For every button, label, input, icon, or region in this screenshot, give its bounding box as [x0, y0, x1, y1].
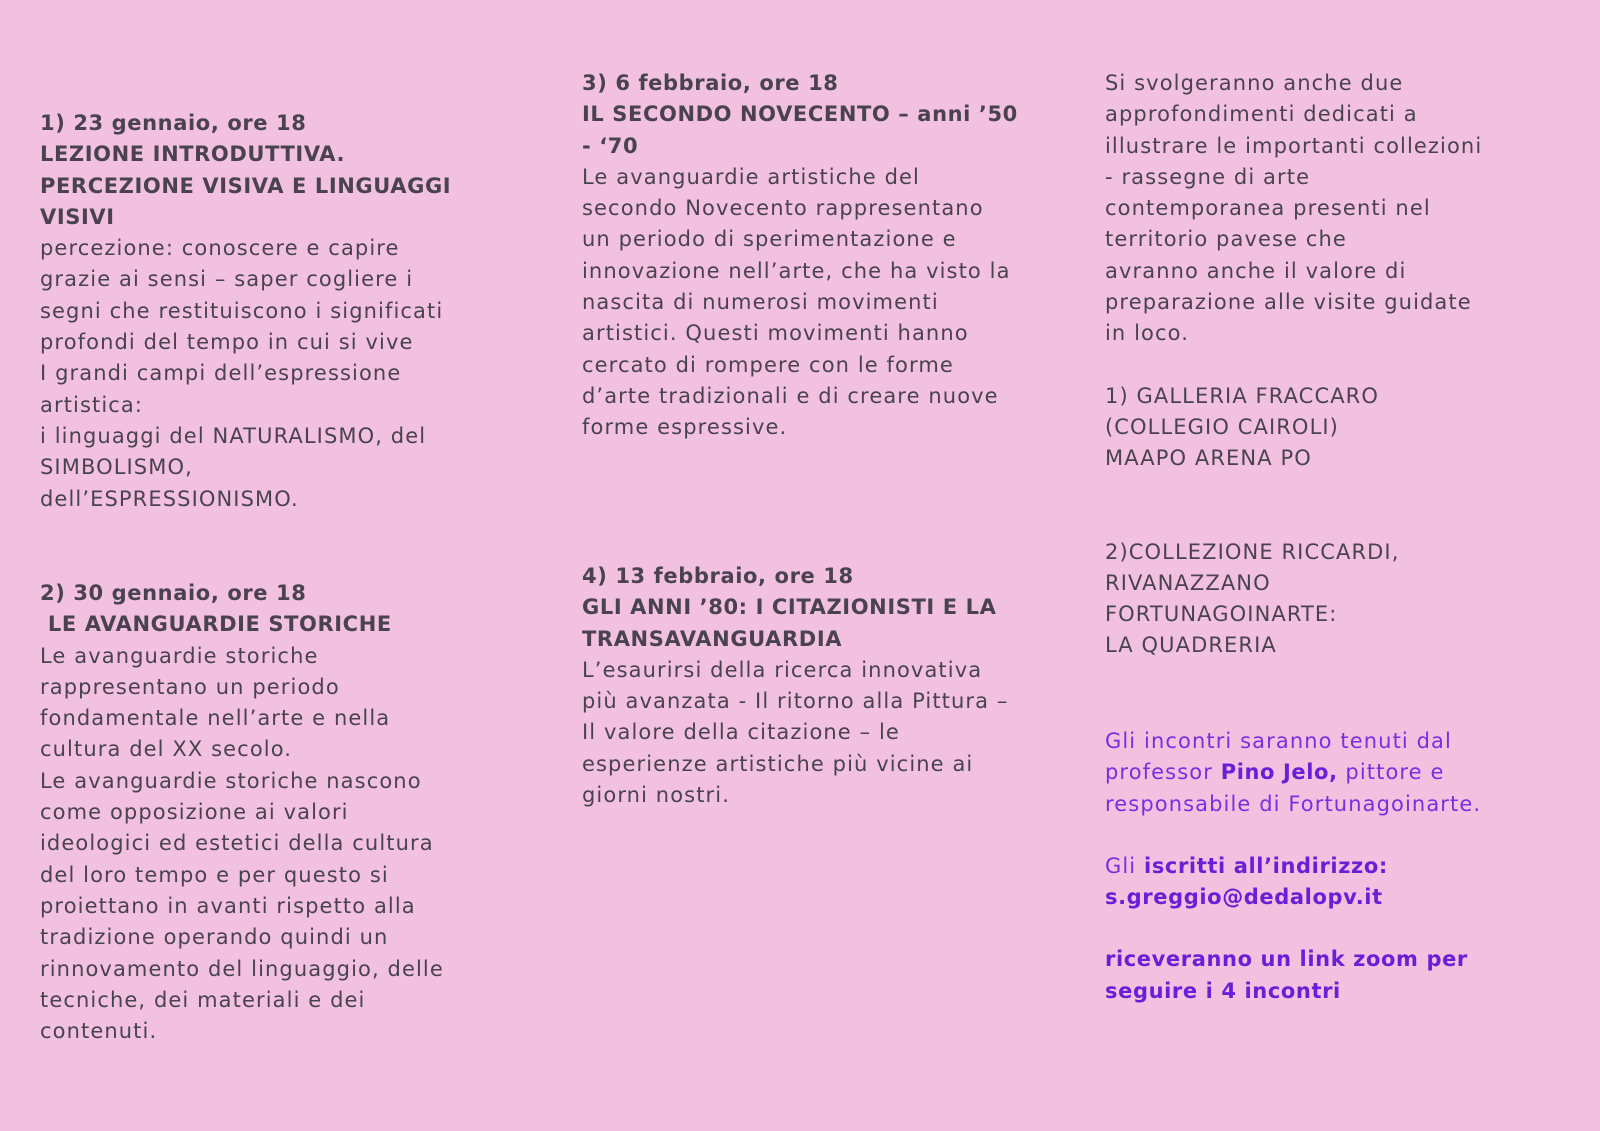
section-4-text: più avanzata - Il ritorno alla Pittura –: [582, 689, 1009, 714]
section-3-title: - ‘70: [582, 133, 639, 158]
section-3-text: cercato di rompere con le forme: [582, 352, 954, 377]
section-1-text: grazie ai sensi – saper cogliere i: [40, 267, 414, 292]
section-3-text: forme espressive.: [582, 415, 788, 440]
section-3-text: innovazione nell’arte, che ha visto la: [582, 258, 1011, 283]
section-3-text: artistici. Questi movimenti hanno: [582, 321, 969, 346]
section-4-text: Il valore della citazione – le: [582, 720, 900, 745]
section-1: [40, 108, 451, 515]
section-2-text: Le avanguardie storiche: [40, 643, 319, 668]
section-4-text: esperienze artistiche più vicine ai: [582, 751, 974, 776]
teacher-line: Gli incontri saranno tenuti dal: [1105, 729, 1452, 753]
intro-text: avranno anche il valore di: [1105, 258, 1407, 283]
gallery-1: 1) GALLERIA FRACCARO: [1105, 383, 1379, 408]
section-2-text: proiettano in avanti rispetto alla: [40, 893, 416, 918]
section-4-date: 4) 13 febbraio, ore 18: [582, 564, 854, 588]
section-1-date: 1) 23 gennaio, ore 18: [40, 111, 307, 135]
section-1-title: VISIVI: [40, 204, 115, 229]
section-3-text: nascita di numerosi movimenti: [582, 290, 939, 315]
section-3-text: un periodo di sperimentazione e: [582, 227, 957, 252]
section-2-text: contenuti.: [40, 1019, 158, 1044]
section-3-text: Le avanguardie artistiche del: [582, 164, 920, 189]
teacher-line: responsabile di Fortunagoinarte.: [1105, 791, 1482, 816]
intro-text: - rassegne di arte: [1105, 164, 1311, 189]
right-column: [1105, 68, 1482, 662]
signup-prefix: Gli: [1105, 853, 1145, 878]
section-4-text: giorni nostri.: [582, 783, 730, 808]
section-3-text: secondo Novecento rappresentano: [582, 196, 984, 221]
gallery-1: MAAPO ARENA PO: [1105, 446, 1312, 471]
contact-info: [1105, 726, 1481, 1007]
section-1-text: profondi del tempo in cui si vive: [40, 330, 414, 355]
teacher-role: pittore e: [1337, 760, 1445, 785]
teacher-line: [1105, 757, 1481, 788]
signup-line: [1105, 851, 1481, 882]
section-3: [582, 68, 1018, 444]
section-2-text: del loro tempo e per questo si: [40, 862, 389, 887]
intro-text: territorio pavese che: [1105, 227, 1347, 252]
section-2-text: fondamentale nell’arte e nella: [40, 706, 391, 731]
intro-text: in loco.: [1105, 321, 1190, 346]
gallery-1: (COLLEGIO CAIROLI): [1105, 414, 1339, 439]
section-1-text: i linguaggi del NATURALISMO, del: [40, 423, 427, 448]
email-link[interactable]: s.greggio@dedalopv.it: [1105, 885, 1383, 910]
intro-text: illustrare le importanti collezioni: [1105, 133, 1483, 158]
section-4-text: L’esaurirsi della ricerca innovativa: [582, 657, 983, 682]
section-1-title: PERCEZIONE VISIVA E LINGUAGGI: [40, 173, 452, 198]
section-2-text: tecniche, dei materiali e dei: [40, 987, 366, 1012]
gallery-2: LA QUADRERIA: [1105, 633, 1277, 658]
signup-label: iscritti all’indirizzo:: [1144, 853, 1388, 878]
section-2-text: Le avanguardie storiche nascono: [40, 768, 422, 793]
gallery-2: RIVANAZZANO: [1105, 570, 1271, 595]
section-4: [582, 561, 1008, 811]
section-1-text: dell’ESPRESSIONISMO.: [40, 486, 299, 511]
zoom-note: seguire i 4 incontri: [1105, 978, 1341, 1003]
section-2-title: LE AVANGUARDIE STORICHE: [40, 612, 392, 637]
section-2-text: tradizione operando quindi un: [40, 925, 389, 950]
section-2-text: rappresentano un periodo: [40, 674, 340, 699]
section-1-title: LEZIONE INTRODUTTIVA.: [40, 142, 346, 167]
gallery-2: FORTUNAGOINARTE:: [1105, 602, 1338, 627]
section-2-date: 2) 30 gennaio, ore 18: [40, 581, 307, 605]
section-1-text: SIMBOLISMO,: [40, 455, 193, 480]
intro-text: Si svolgeranno anche due: [1105, 71, 1404, 95]
section-2-text: cultura del XX secolo.: [40, 737, 293, 762]
teacher-name: Pino Jelo,: [1220, 760, 1338, 785]
section-3-title: IL SECONDO NOVECENTO – anni ’50: [582, 102, 1018, 127]
intro-text: preparazione alle visite guidate: [1105, 290, 1472, 315]
section-4-title: TRANSAVANGUARDIA: [582, 626, 843, 651]
section-2: [40, 578, 444, 1047]
section-2-text: come opposizione ai valori: [40, 800, 349, 825]
section-1-text: artistica:: [40, 392, 144, 417]
teacher-prefix: professor: [1105, 760, 1221, 785]
intro-text: approfondimenti dedicati a: [1105, 102, 1418, 127]
section-3-date: 3) 6 febbraio, ore 18: [582, 71, 839, 95]
zoom-note: riceveranno un link zoom per: [1105, 947, 1468, 972]
section-1-text: segni che restituiscono i significati: [40, 298, 444, 323]
section-4-title: GLI ANNI ’80: I CITAZIONISTI E LA: [582, 595, 997, 620]
section-1-text: percezione: conoscere e capire: [40, 236, 400, 261]
gallery-2: 2)COLLEZIONE RICCARDI,: [1105, 539, 1400, 564]
section-2-text: rinnovamento del linguaggio, delle: [40, 956, 444, 981]
intro-text: contemporanea presenti nel: [1105, 196, 1431, 221]
section-2-text: ideologici ed estetici della cultura: [40, 831, 434, 856]
section-1-text: I grandi campi dell’espressione: [40, 361, 402, 386]
section-3-text: d’arte tradizionali e di creare nuove: [582, 383, 999, 408]
